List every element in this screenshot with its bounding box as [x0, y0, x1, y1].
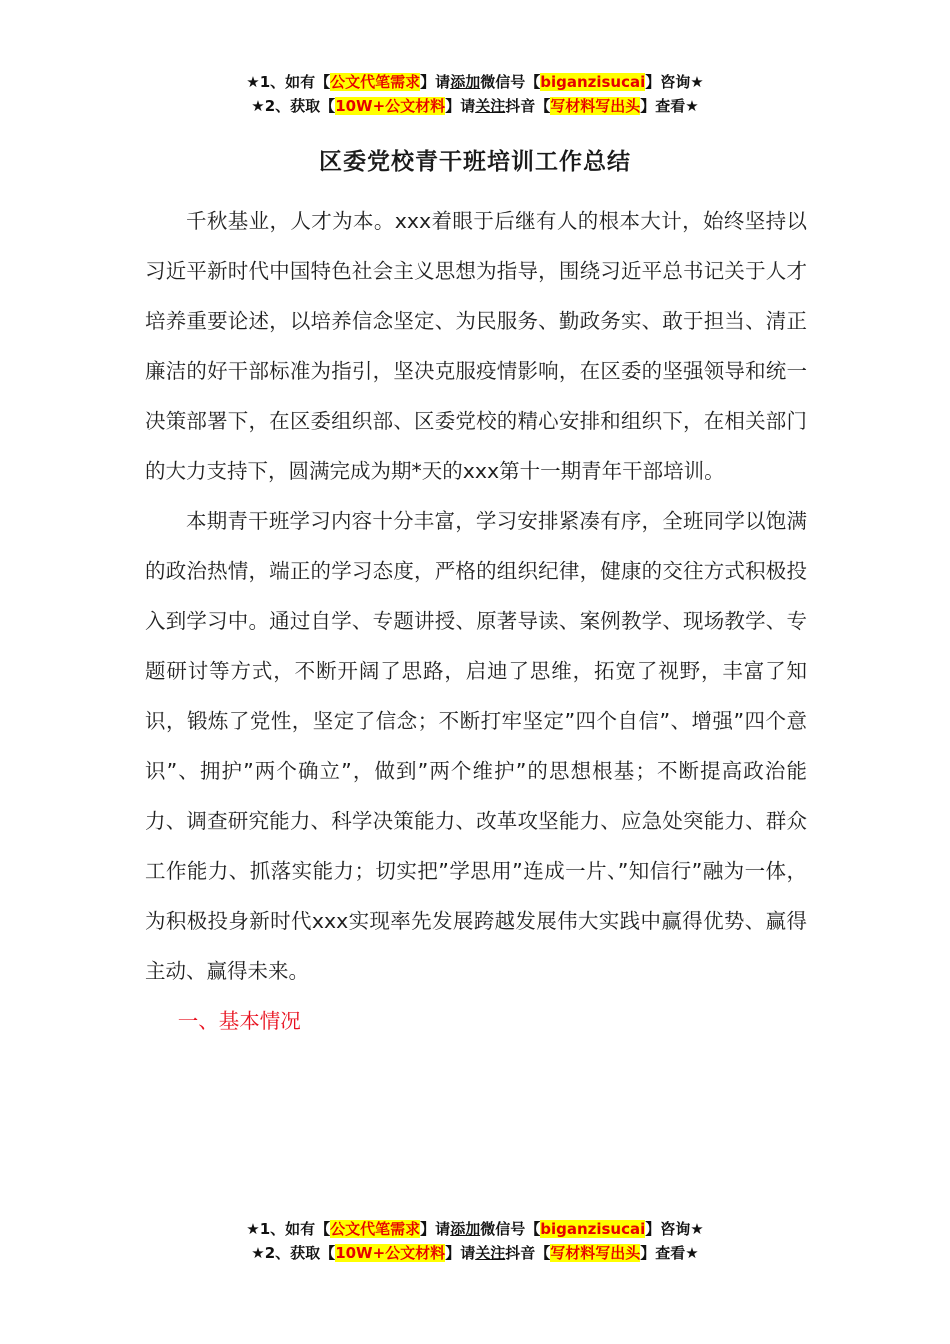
document-body	[145, 196, 807, 1046]
underlined-add: 添加	[450, 73, 481, 91]
paragraph-1: 千秋基业，人才为本。xxx着眼于后继有人的根本大计，始终坚持以习近平新时代中国特色社会主义思想为指导，围绕习近平总书记关于人才培养重要论述，以培养信念坚定、为民服务、勤政务实、敢于担当、清正廉洁的好干部标准为指引，坚决克服疫情影响，在区委的坚强领导和统一决策部署下，在区委组织部、区委党校的精心安排和组织下，在相关部门的大力支持下，圆满完成为期*天的xxx第十一期青年干部培训。	[145, 209, 807, 483]
highlight-wechat-id: biganzisucai	[540, 1220, 646, 1238]
promo-banner-bottom	[0, 1217, 950, 1265]
promo-line-2: ★2、获取【10W+公文材料】请关注抖音【写材料写出头】查看★	[251, 97, 699, 115]
promo-line-1: ★1、如有【公文代笔需求】请添加微信号【biganzisucai】咨询★	[246, 73, 704, 91]
underlined-follow: 关注	[475, 1244, 506, 1262]
highlight-douyin: 写材料写出头	[550, 97, 641, 115]
highlight-douyin: 写材料写出头	[550, 1244, 641, 1262]
highlight-materials: 10W+公文材料	[335, 1244, 446, 1262]
promo-line-2: ★2、获取【10W+公文材料】请关注抖音【写材料写出头】查看★	[251, 1244, 699, 1262]
promo-line-1: ★1、如有【公文代笔需求】请添加微信号【biganzisucai】咨询★	[246, 1220, 704, 1238]
highlight-wechat-id: biganzisucai	[540, 73, 646, 91]
underlined-follow: 关注	[475, 97, 506, 115]
paragraph-2: 本期青干班学习内容十分丰富，学习安排紧凑有序，全班同学以饱满的政治热情，端正的学习态度，严格的组织纪律，健康的交往方式积极投入到学习中。通过自学、专题讲授、原著导读、案例教学、现场教学、专题研讨等方式，不断开阔了思路，启迪了思维，拓宽了视野，丰富了知识，锻炼了党性，坚定了信念；不断打牢坚定”四个自信”、增强”四个意识”、拥护”两个确立”，做到”两个维护”的思想根基；不断提高政治能力、调查研究能力、科学决策能力、改革攻坚能力、应急处突能力、群众工作能力、抓落实能力；切实把”学思用”连成一片、”知信行”融为一体，为积极投身新时代xxx实现率先发展跨越发展伟大实践中赢得优势、赢得主动、赢得未来。	[145, 509, 807, 983]
highlight-service: 公文代笔需求	[330, 73, 421, 91]
highlight-materials: 10W+公文材料	[335, 97, 446, 115]
section-heading: 一、基本情况	[177, 1009, 301, 1033]
document-title: 区委党校青干班培训工作总结	[319, 149, 631, 175]
promo-banner-top	[0, 70, 950, 118]
underlined-add: 添加	[450, 1220, 481, 1238]
highlight-service: 公文代笔需求	[330, 1220, 421, 1238]
